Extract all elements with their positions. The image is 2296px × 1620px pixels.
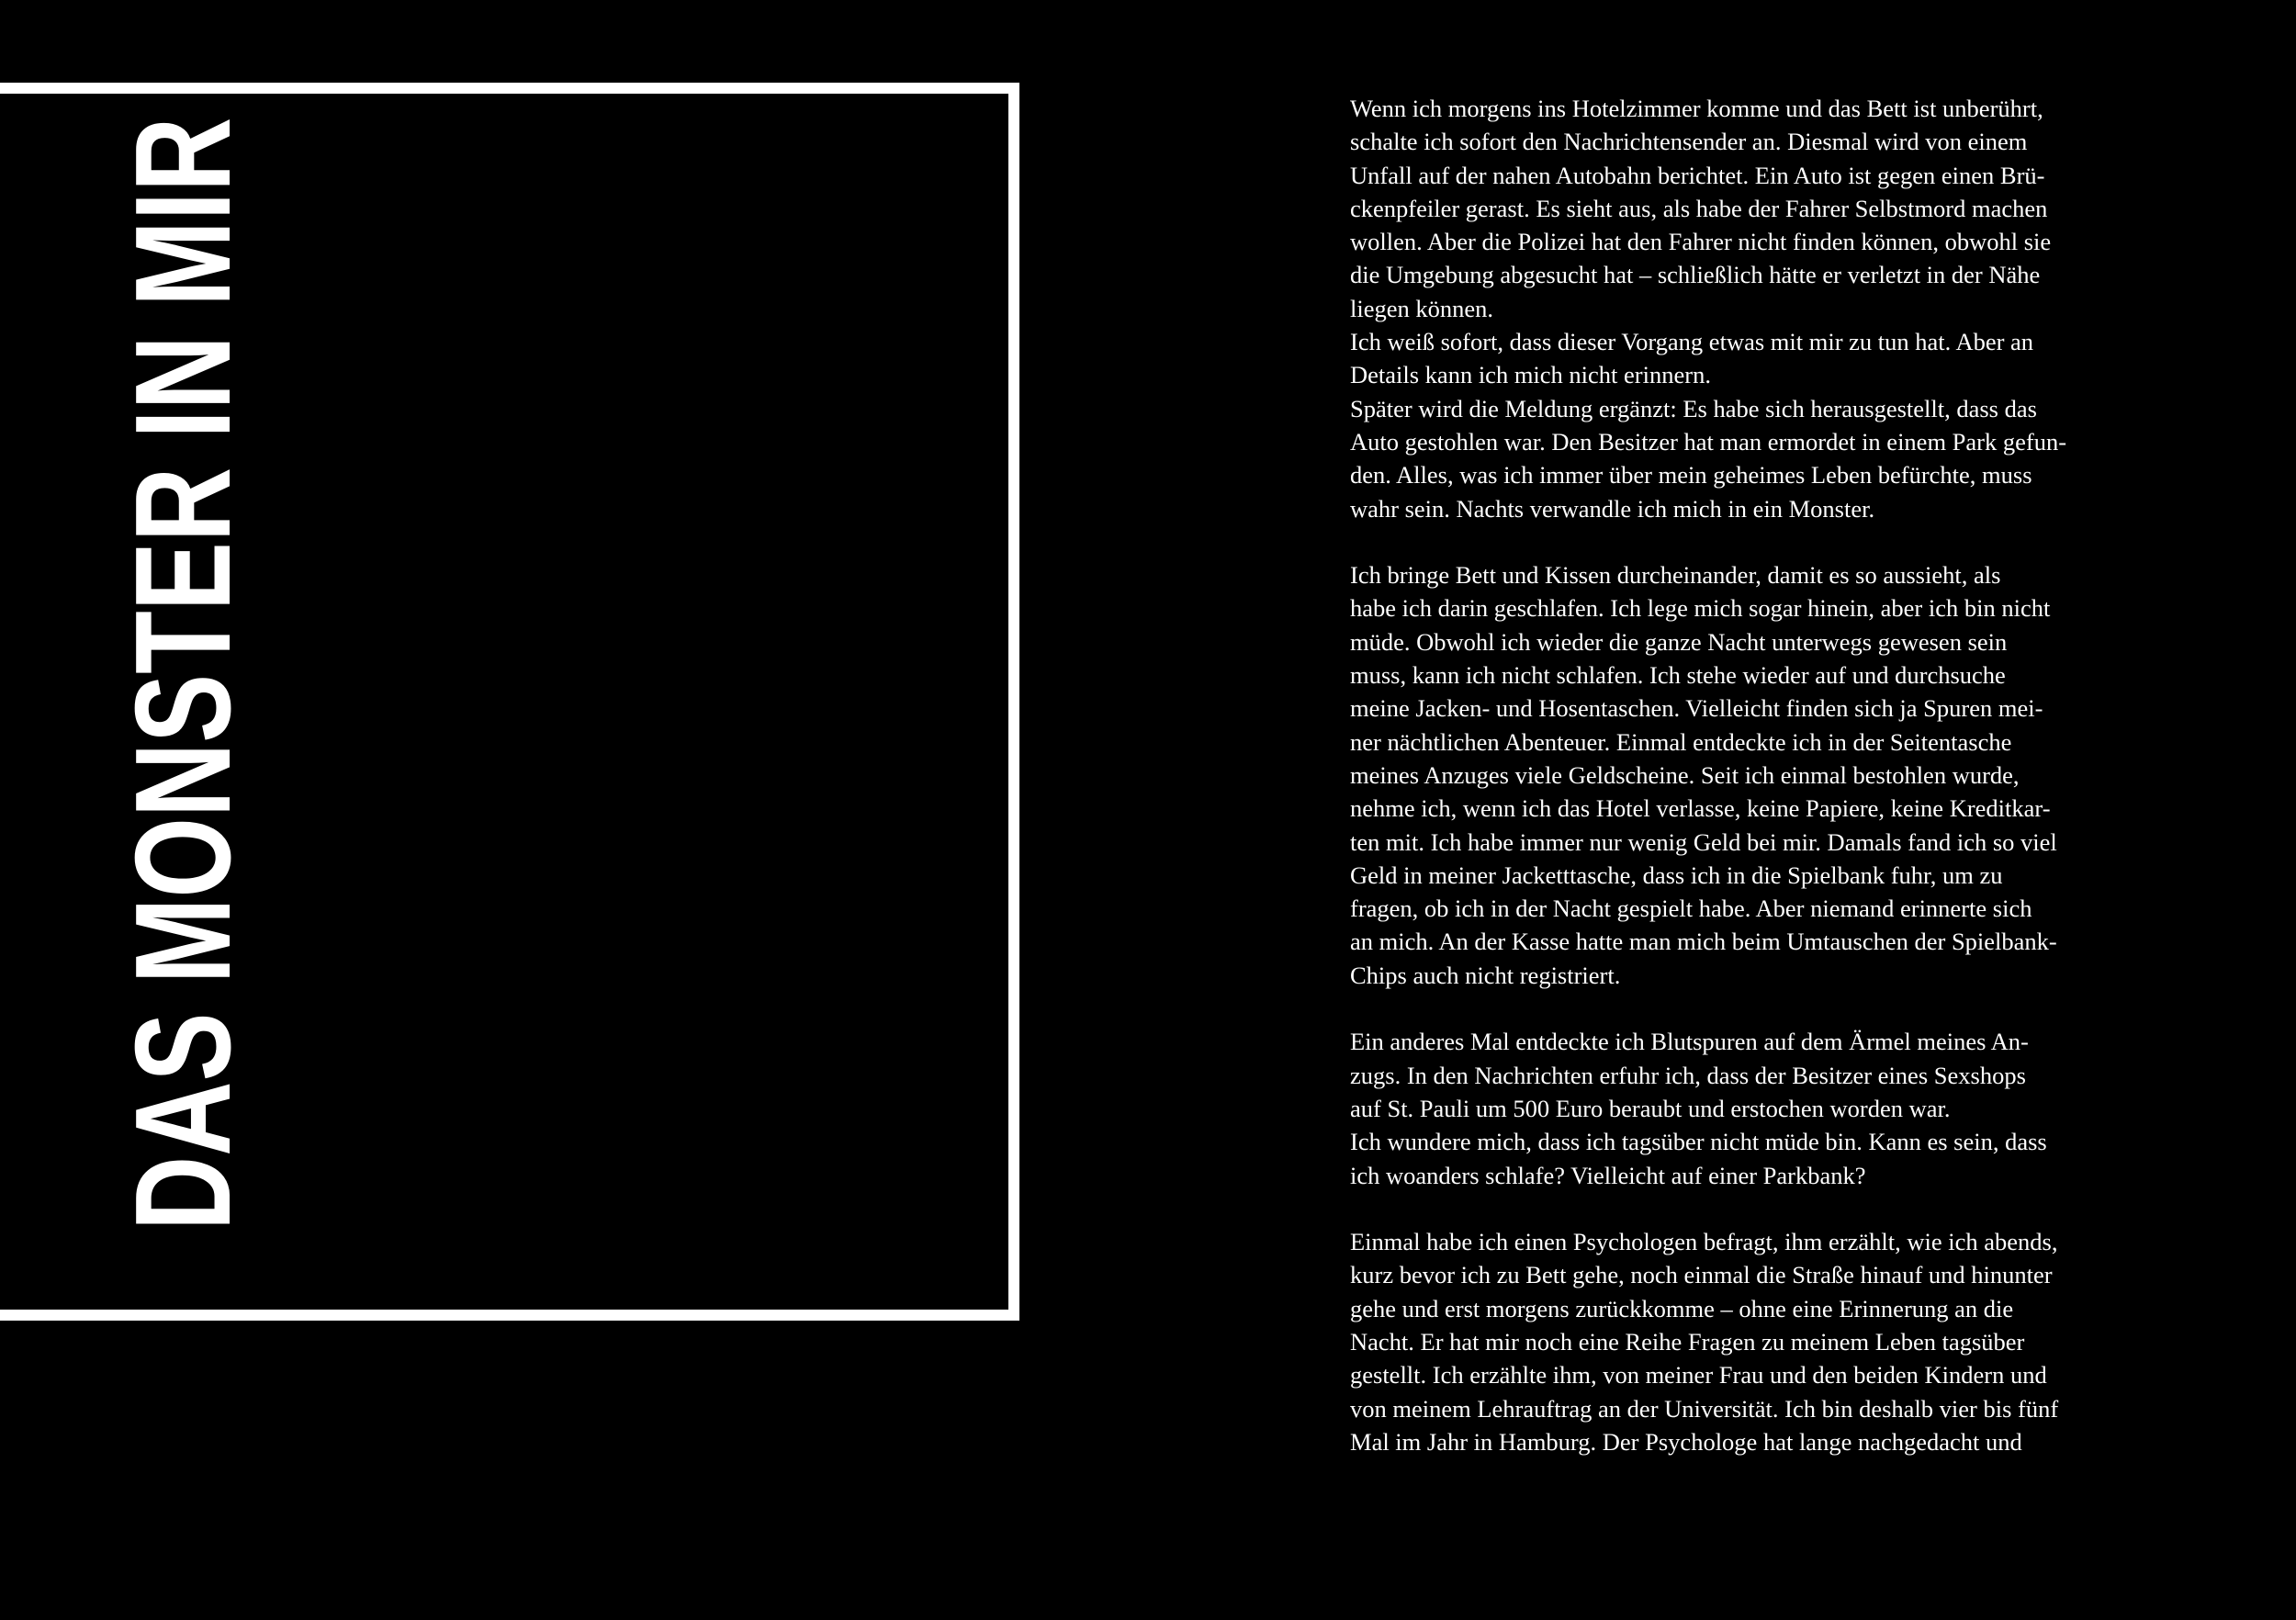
text-line: Ich wundere mich, dass ich tagsüber nicht müde bin. Kann es sein, dass (1350, 1128, 2047, 1156)
text-line: Mal im Jahr in Hamburg. Der Psychologe hat lange nachgedacht und (1350, 1427, 2022, 1456)
text-line: Ich weiß sofort, dass dieser Vorgang etwas mit mir zu tun hat. Aber an (1350, 328, 2034, 356)
paragraph-gap (1350, 1192, 2177, 1225)
text-line: Ich bringe Bett und Kissen durcheinander, damit es so aussieht, als (1350, 561, 2001, 590)
paragraph-gap (1350, 525, 2177, 558)
text-line: Später wird die Meldung ergänzt: Es habe sich herausgestellt, dass das (1350, 394, 2037, 422)
text-line: auf St. Pauli um 500 Euro beraubt und erstochen worden war. (1350, 1094, 1951, 1122)
text-line: ich woanders schlafe? Vielleicht auf einer Parkbank? (1350, 1161, 1866, 1189)
text-line: müde. Obwohl ich wieder die ganze Nacht unterwegs gewesen sein (1350, 627, 2008, 656)
text-line: Auto gestohlen war. Den Besitzer hat man ermordet in einem Park gefun- (1350, 427, 2067, 456)
text-line: habe ich darin geschlafen. Ich lege mich sogar hinein, aber ich bin nicht (1350, 594, 2051, 623)
text-line: wollen. Aber die Polizei hat den Fahrer nicht finden können, obwohl sie (1350, 228, 2052, 256)
text-line: Geld in meiner Jacketttasche, dass ich in die Spielbank fuhr, um zu (1350, 861, 2003, 889)
text-line: an mich. An der Kasse hatte man mich beim Umtauschen der Spielbank- (1350, 928, 2057, 956)
text-line: gehe und erst morgens zurückkomme – ohne eine Erinnerung an die (1350, 1294, 2014, 1322)
text-line: kurz bevor ich zu Bett gehe, noch einmal die Straße hinauf und hinunter (1350, 1261, 2053, 1289)
text-line: zugs. In den Nachrichten erfuhr ich, dass der Besitzer eines Sexshops (1350, 1061, 2026, 1089)
text-line: schalte ich sofort den Nachrichtensender an. Diesmal wird von einem (1350, 128, 2028, 156)
text-line: ckenpfeiler gerast. Es sieht aus, als habe der Fahrer Selbstmord machen (1350, 194, 2048, 222)
chapter-title: DAS MONSTER IN MIR (107, 117, 259, 1232)
text-line: Nacht. Er hat mir noch eine Reihe Fragen zu meinem Leben tagsüber (1350, 1327, 2025, 1356)
text-line: Einmal habe ich einen Psychologen befragt, ihm erzählt, wie ich abends, (1350, 1228, 2058, 1256)
body-text (1350, 92, 2177, 1458)
text-line: gestellt. Ich erzählte ihm, von meiner Frau und den beiden Kindern und (1350, 1361, 2047, 1389)
text-line: ten mit. Ich habe immer nur wenig Geld bei mir. Damals fand ich so viel (1350, 827, 2057, 856)
text-line: nehme ich, wenn ich das Hotel verlasse, keine Papiere, keine Kreditkar- (1350, 794, 2051, 823)
text-line: muss, kann ich nicht schlafen. Ich stehe wieder auf und durchsuche (1350, 661, 2006, 690)
text-line: die Umgebung abgesucht hat – schließlich hätte er verletzt in der Nähe (1350, 261, 2041, 289)
text-line: meine Jacken- und Hosentaschen. Vielleicht finden sich ja Spuren mei- (1350, 694, 2043, 723)
text-line: fragen, ob ich in der Nacht gespielt habe. Aber niemand erinnerte sich (1350, 894, 2032, 923)
paragraph-gap (1350, 992, 2177, 1025)
text-line: Details kann ich mich nicht erinnern. (1350, 361, 1711, 389)
text-line: Chips auch nicht registriert. (1350, 961, 1621, 989)
text-line: wahr sein. Nachts verwandle ich mich in ein Monster. (1350, 494, 1875, 523)
text-line: liegen können. (1350, 294, 1494, 322)
text-line: Unfall auf der nahen Autobahn berichtet. Ein Auto ist gegen einen Brü- (1350, 161, 2045, 189)
text-line: ner nächtlichen Abenteuer. Einmal entdeckte ich in der Seitentasche (1350, 727, 2012, 756)
text-line: meines Anzuges viele Geldscheine. Seit ich einmal bestohlen wurde, (1350, 760, 2020, 789)
text-line: Wenn ich morgens ins Hotelzimmer komme und das Bett ist unberührt, (1350, 95, 2043, 122)
text-line: Ein anderes Mal entdeckte ich Blutspuren auf dem Ärmel meines An- (1350, 1028, 2029, 1056)
text-line: den. Alles, was ich immer über mein geheimes Leben befürchte, muss (1350, 461, 2032, 489)
text-line: von meinem Lehrauftrag an der Universität. Ich bin deshalb vier bis fünf (1350, 1394, 2059, 1423)
